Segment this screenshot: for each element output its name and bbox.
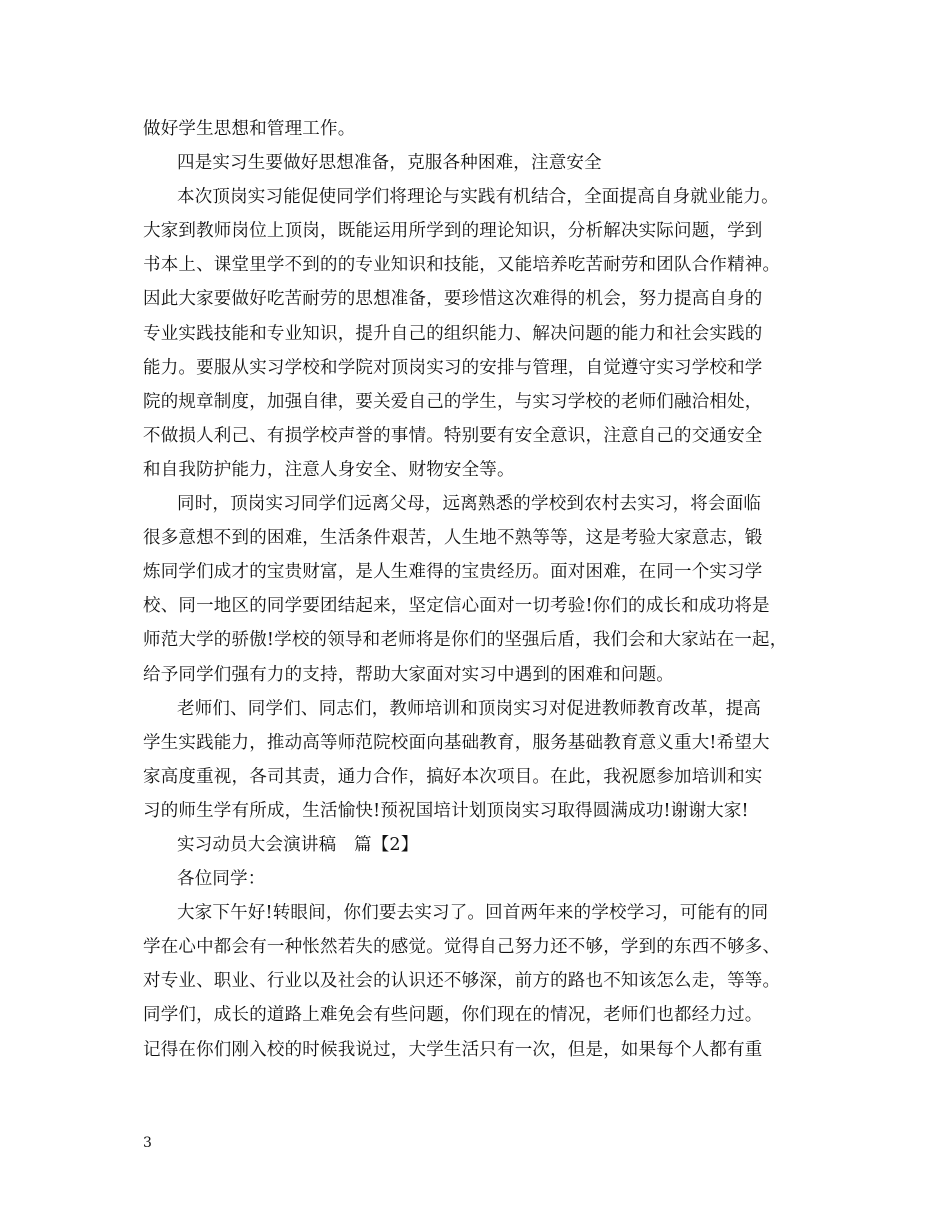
text-line: 对专业、职业、行业以及社会的认识还不够深，前方的路也不知该怎么走，等等。: [143, 971, 781, 992]
text-line: 因此大家要做好吃苦耐劳的思想准备，要珍惜这次难得的机会，努力提高自身的: [143, 289, 763, 310]
text-line: 四是实习生要做好思想准备，克服各种困难，注意安全: [177, 153, 602, 174]
text-line: 记得在你们刚入校的时候我说过，大学生活只有一次，但是，如果每个人都有重: [143, 1039, 763, 1060]
text-line: 和自我防护能力，注意人身安全、财物安全等。: [143, 459, 515, 480]
text-line: 很多意想不到的困难，生活条件艰苦，人生地不熟等等，这是考验大家意志，锻: [143, 528, 763, 549]
text-line: 家高度重视，各司其责，通力合作，搞好本次项目。在此，我祝愿参加培训和实: [143, 766, 763, 787]
text-line: 老师们、同学们、同志们，教师培训和顶岗实习对促进教师教育改革，提高: [177, 698, 762, 719]
text-line: 给予同学们强有力的支持，帮助大家面对实习中遇到的困难和问题。: [143, 664, 674, 685]
text-line: 同学们，成长的道路上难免会有些问题，你们现在的情况，老师们也都经力过。: [143, 1005, 763, 1026]
text-line: 各位同学：: [177, 869, 266, 890]
text-line: 习的师生学有所成，生活愉快!预祝国培计划顶岗实习取得圆满成功!谢谢大家!: [143, 800, 749, 821]
text-line: 院的规章制度，加强自律，要关爱自己的学生，与实习学校的老师们融洽相处，: [143, 391, 763, 412]
text-line: 实习动员大会演讲稿 篇【2】: [177, 834, 419, 855]
text-line: 不做损人利己、有损学校声誉的事情。特别要有安全意识，注意自己的交通安全: [143, 425, 763, 446]
document-body: [143, 112, 823, 1067]
text-line: 师范大学的骄傲!学校的领导和老师将是你们的坚强后盾，我们会和大家站在一起，: [143, 630, 788, 651]
text-line: 同时，顶岗实习同学们远离父母，远离熟悉的学校到农村去实习，将会面临: [177, 494, 762, 515]
text-line: 做好学生思想和管理工作。: [143, 119, 356, 139]
text-line: 校、同一地区的同学要团结起来，坚定信心面对一切考验!你们的成长和成功将是: [143, 596, 770, 617]
text-line: 能力。要服从实习学校和学院对顶岗实习的安排与管理，自觉遵守实习学校和学: [143, 357, 763, 378]
text-line: 学生实践能力，推动高等师范院校面向基础教育，服务基础教育意义重大!希望大: [143, 732, 770, 753]
page-number: 3: [143, 1135, 152, 1151]
text-line: 学在心中都会有一种怅然若失的感觉。觉得自己努力还不够，学到的东西不够多、: [143, 937, 781, 958]
text-line: 大家下午好!转眼间，你们要去实习了。回首两年来的学校学习，可能有的同: [177, 903, 769, 924]
text-line: 炼同学们成才的宝贵财富，是人生难得的宝贵经历。面对困难，在同一个实习学: [143, 562, 763, 583]
text-line: 大家到教师岗位上顶岗，既能运用所学到的理论知识，分析解决实际问题，学到: [143, 221, 763, 242]
text-line: 本次顶岗实习能促使同学们将理论与实践有机结合，全面提高自身就业能力。: [177, 187, 779, 208]
text-line: 书本上、课堂里学不到的的专业知识和技能，又能培养吃苦耐劳和团队合作精神。: [143, 255, 781, 276]
text-line: 专业实践技能和专业知识，提升自己的组织能力、解决问题的能力和社会实践的: [143, 323, 763, 344]
